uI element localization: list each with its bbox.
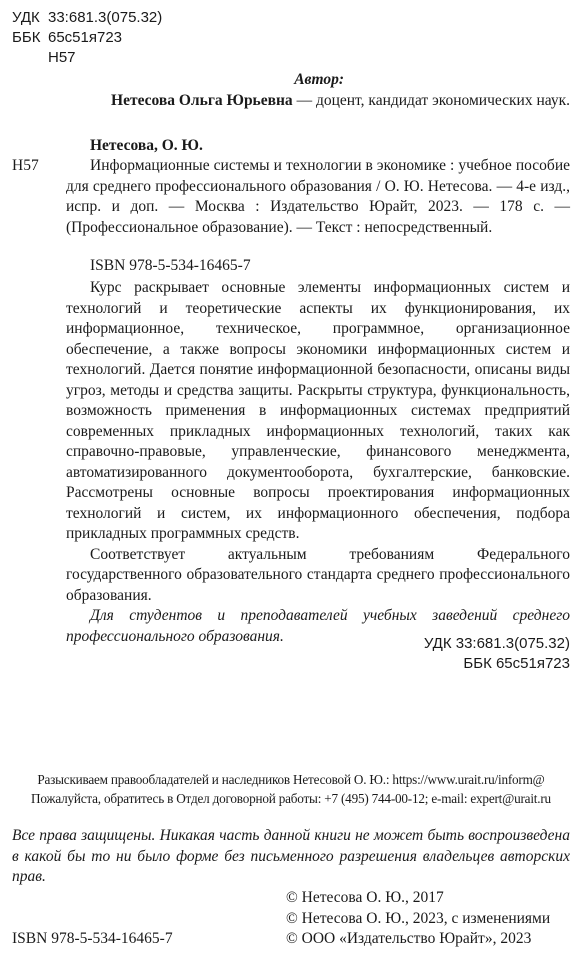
rightsholder-notice (0, 770, 582, 808)
author-block (70, 70, 570, 111)
author-mark-top: Н57 (48, 49, 76, 66)
bbk-value: 65с51я723 (48, 29, 123, 46)
bib-isbn: ISBN 978-5-534-16465-7 (90, 257, 251, 274)
rights-reserved: Все права защищены. Никакая часть данной книги не может быть воспроизведена в какой бы то ни было форме без письменного разрешения владельцев авторских прав. (12, 827, 570, 885)
bbk-bottom: ББК 65с51я723 (463, 655, 570, 672)
footer-isbn: ISBN 978-5-534-16465-7 (12, 930, 173, 947)
udk-bottom: УДК 33:681.3(075.32) (423, 635, 570, 652)
copyright-line-1: © Нетесова О. Ю., 2017 (286, 889, 444, 906)
bbk-label: ББК (12, 29, 41, 46)
copyright-line-2: © Нетесова О. Ю., 2023, с изменениями (286, 909, 551, 927)
udk-value: 33:681.3(075.32) (48, 9, 163, 26)
bib-mark: Н57 (12, 157, 39, 174)
notice-line-1: Разыскиваем правообладателей и наследников Нетесовой О. Ю.: https://www.urait.ru/inform@ (37, 772, 545, 787)
author-credentials: — доцент, кандидат экономических наук. (292, 91, 570, 109)
copyright-line-3: © ООО «Издательство Юрайт», 2023 (286, 930, 532, 947)
annotation (66, 278, 570, 647)
copyright-block (286, 888, 550, 950)
bib-author: Нетесова, О. Ю. (90, 137, 203, 154)
index-block-bottom (424, 634, 570, 674)
index-block-top (12, 8, 162, 68)
annotation-paragraph-1: Курс раскрывает основные элементы информационных систем и технологий и теоретические аспекты их функционирования, их информационное, техническое, программное, организационное обеспечение, а также вопросы экономики информационных систем и технологий. Дается понятие информационной безопасности, описаны виды угроз, методы и средства защиты. Раскрыты структура, функциональность, возможность применения в информационных системах предприятий современных прикладных информационных технологий, таких как справочно-правовые, управленческие, финансового менеджмента, автоматизированного документооборота, бухгалтерские, банковские. Рассмотрены основные вопросы проектирования информационных технологий и систем, их информационного обеспечения, подбора прикладных программных средств. (66, 279, 570, 542)
author-name: Нетесова Ольга Юрьевна (111, 91, 293, 109)
udk-label: УДК (12, 9, 40, 26)
annotation-audience: Для студентов и преподавателей учебных заведений среднего профессионального образования. (66, 607, 570, 645)
notice-line-2: Пожалуйста, обратитесь в Отдел договорной работы: +7 (495) 744-00-12; e-mail: expert@urait.ru (31, 791, 551, 806)
annotation-paragraph-2: Соответствует актуальным требованиям Федерального государственного образовательного стандарта среднего профессионального образования. (66, 545, 570, 604)
author-heading: Автор: (294, 71, 344, 88)
bib-description: Информационные системы и технологии в экономике : учебное пособие для среднего профессионального образования / О. Ю. Нетесова. — 4-е изд., испр. и доп. — Москва : Издательство Юрайт, 2023. — 178 с. — (Профессиональное образование). — Текст : непосредственный. (66, 157, 570, 236)
